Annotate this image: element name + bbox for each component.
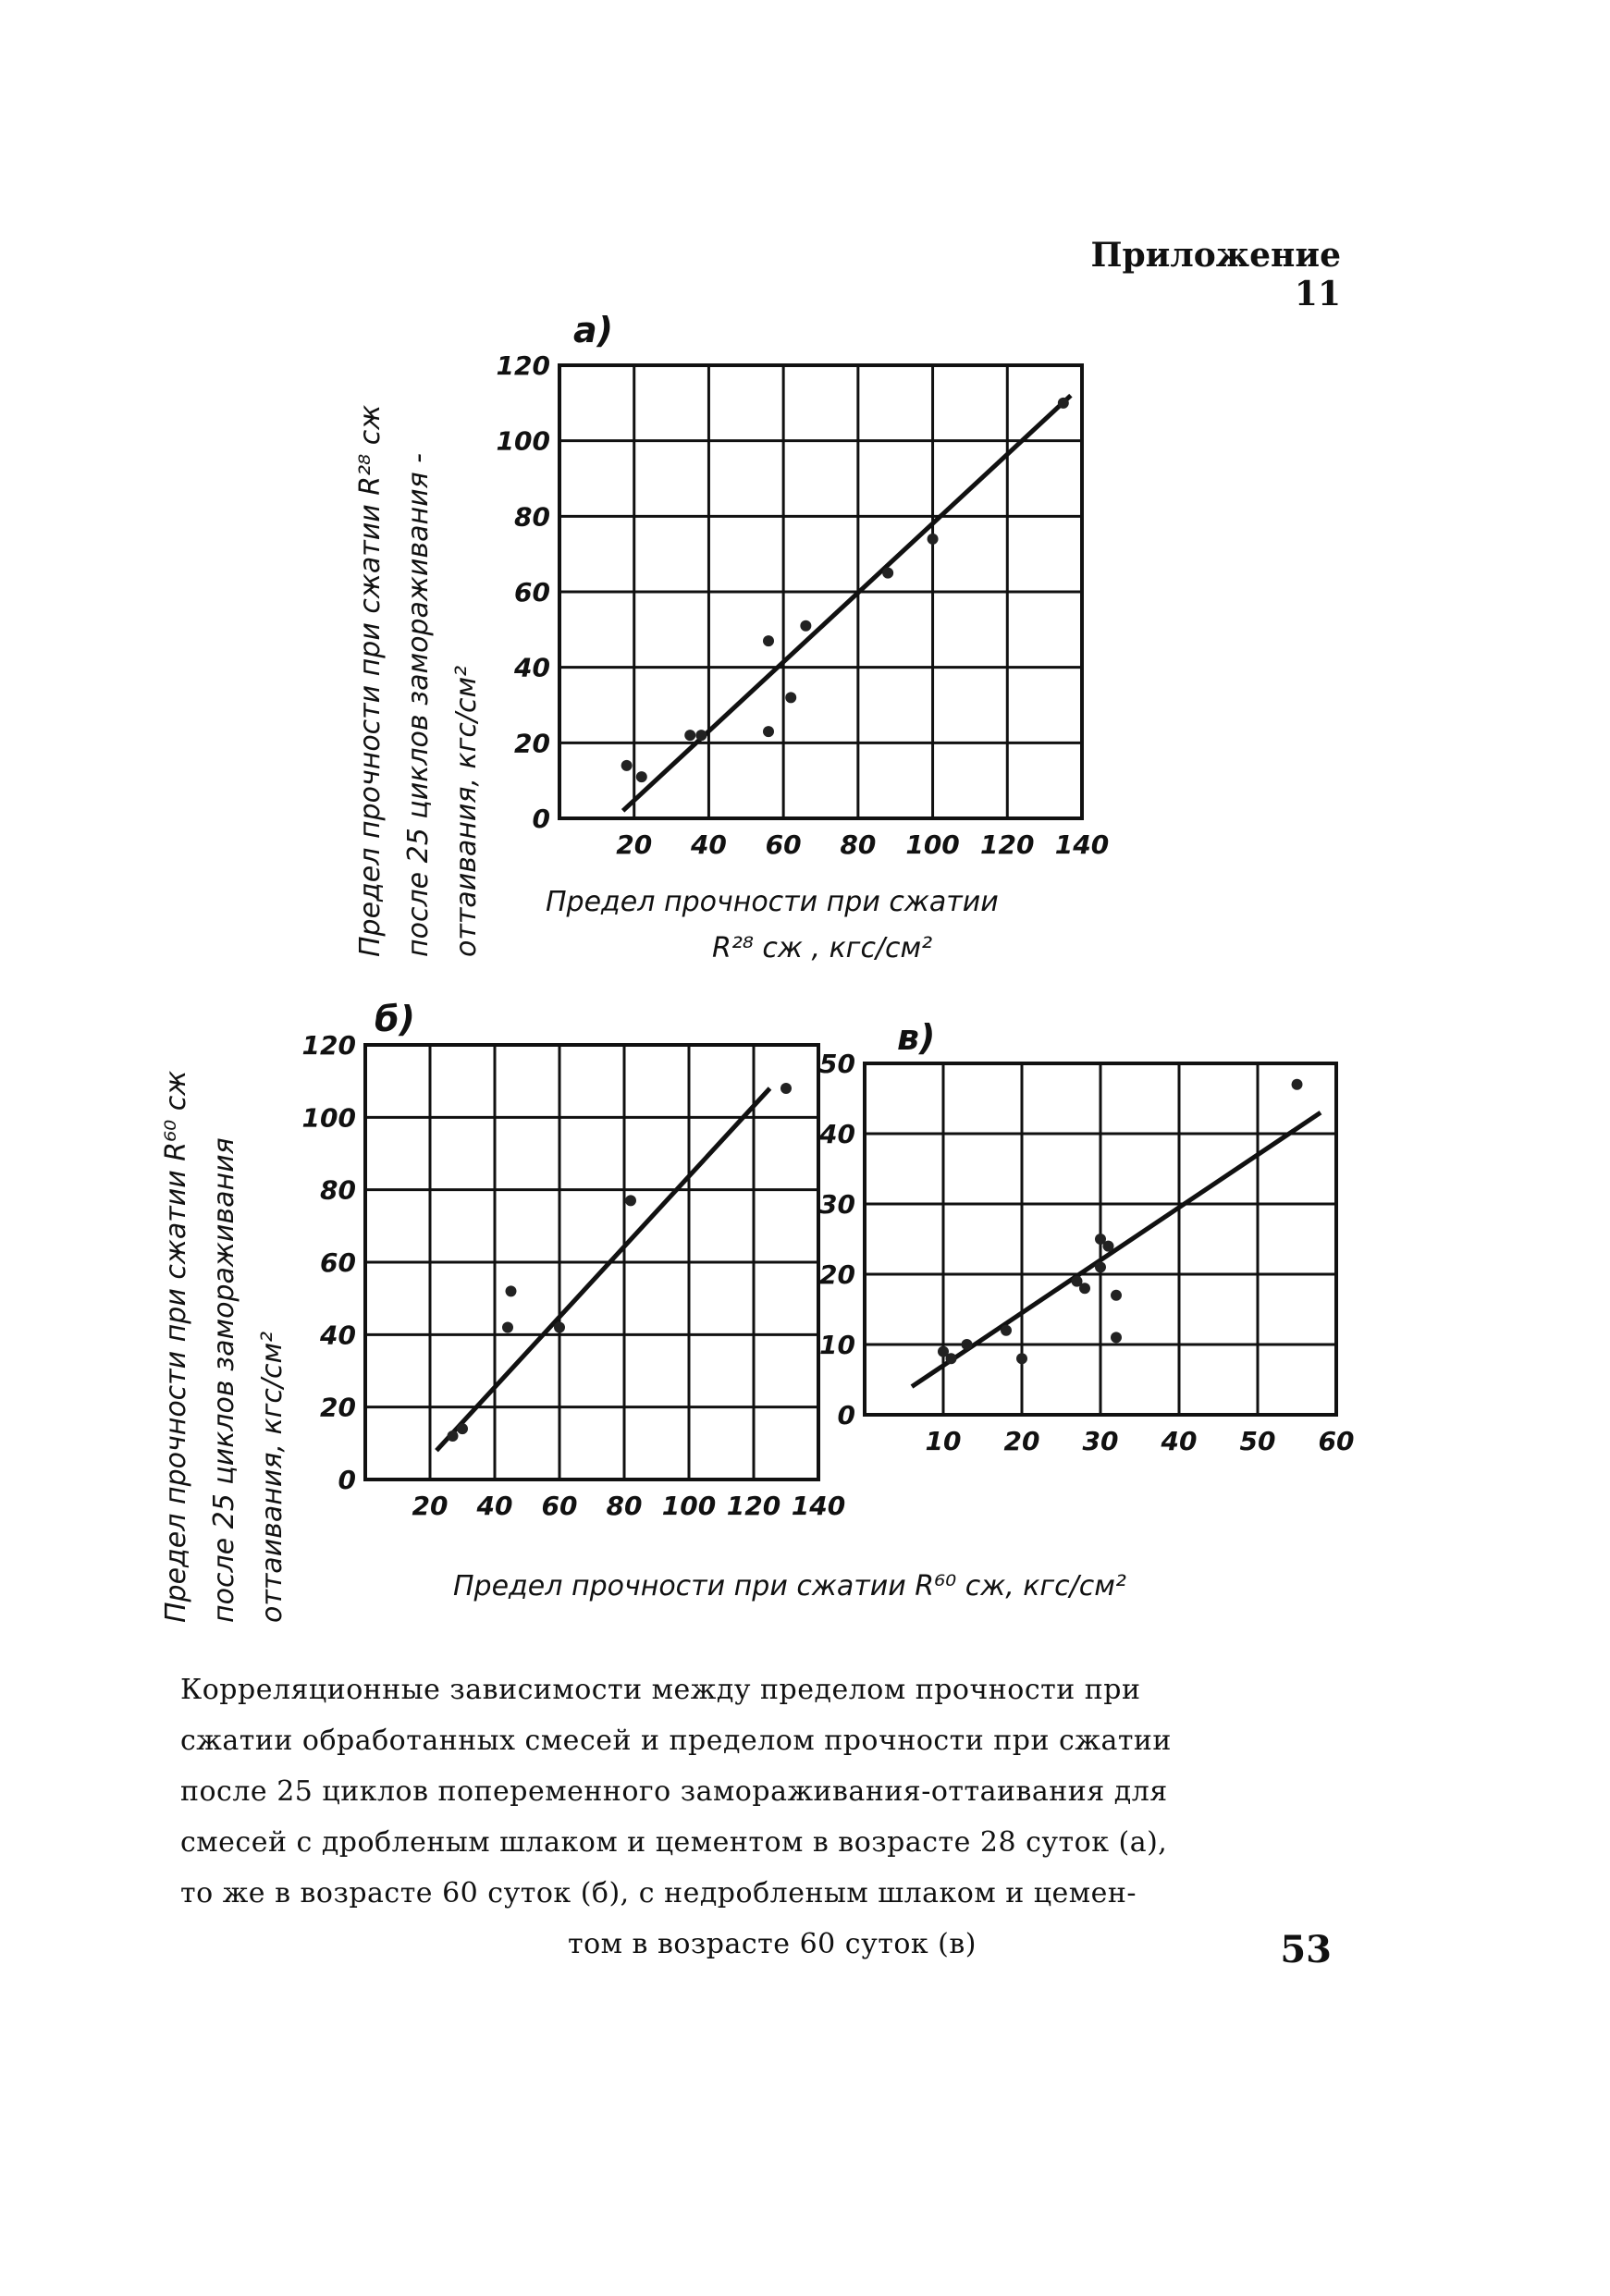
shared-xlabel: Предел прочности при сжатии R⁶⁰ сж, кгс/см² bbox=[453, 1570, 1126, 1602]
chart-b-ticks bbox=[302, 1030, 846, 1521]
chart-b-x-tick-label: 20 bbox=[412, 1491, 449, 1521]
chart-b-x-tick-label: 140 bbox=[791, 1491, 846, 1521]
chart-c-y-tick-label: 20 bbox=[819, 1259, 855, 1290]
chart-b-x-tick-label: 40 bbox=[476, 1491, 513, 1521]
chart-a-data-point bbox=[695, 730, 707, 741]
chart-a-xlabel-1: Предел прочности при сжатии bbox=[546, 886, 999, 918]
chart-b-y-tick-label: 100 bbox=[301, 1102, 356, 1134]
chart-a-y-tick-label: 60 bbox=[514, 577, 550, 608]
chart-c-x-tick-label: 50 bbox=[1239, 1426, 1276, 1456]
chart-a-ylabel-2: после 25 циклов замораживания - bbox=[402, 453, 435, 957]
chart-b-x-tick-label: 60 bbox=[541, 1491, 578, 1521]
chart-a-data-point bbox=[763, 635, 774, 646]
chart-a-fit-line bbox=[623, 396, 1071, 811]
chart-b-data-point bbox=[448, 1430, 459, 1442]
chart-c-y-tick-label: 30 bbox=[819, 1189, 855, 1220]
chart-a-data-point bbox=[684, 730, 695, 741]
appendix-heading: Приложение 11 bbox=[1090, 236, 1341, 313]
caption-line: смесей с дробленым шлаком и цементом в возрасте 28 суток (а), bbox=[180, 1826, 1168, 1859]
chart-a-x-tick-label: 60 bbox=[765, 829, 802, 860]
chart-b-y-tick-label: 0 bbox=[338, 1465, 356, 1495]
chart-a-ylabel-3: оттаивания, кгс/см² bbox=[450, 665, 483, 957]
chart-a-y-tick-label: 0 bbox=[532, 804, 550, 834]
chart-c-x-tick-label: 30 bbox=[1082, 1426, 1119, 1456]
chart-b-label: б) bbox=[375, 999, 415, 1039]
chart-b-data-point bbox=[506, 1285, 517, 1296]
chart-c-label: в) bbox=[897, 1017, 936, 1058]
chart-a-data-point bbox=[882, 568, 893, 579]
chart-a-data-point bbox=[621, 760, 633, 771]
chart-c-data-point bbox=[1016, 1353, 1027, 1364]
chart-a-x-tick-label: 80 bbox=[840, 829, 877, 860]
chart-b-y-title bbox=[160, 1071, 289, 1623]
chart-b-data-point bbox=[625, 1195, 636, 1206]
chart-c-data-point bbox=[1095, 1261, 1106, 1272]
chart-a-xlabel-2: R²⁸ сж , кгс/см² bbox=[712, 932, 933, 964]
chart-a-ticks bbox=[497, 350, 1110, 860]
chart-b-x-tick-label: 100 bbox=[661, 1491, 717, 1521]
chart-c-data-point bbox=[1111, 1290, 1122, 1301]
chart-a-data-point bbox=[636, 771, 647, 782]
chart-b-y-tick-label: 120 bbox=[301, 1030, 356, 1061]
chart-b-data-point bbox=[502, 1322, 513, 1333]
chart-a-grid bbox=[559, 365, 1082, 818]
chart-a-data-point bbox=[785, 692, 796, 703]
chart-c-data-point bbox=[1103, 1241, 1114, 1252]
chart-a-data-point bbox=[763, 726, 774, 737]
chart-b-y-tick-label: 80 bbox=[320, 1174, 356, 1206]
chart-c-y-tick-label: 40 bbox=[819, 1119, 855, 1149]
chart-c-y-tick-label: 10 bbox=[819, 1330, 855, 1360]
caption-line: после 25 циклов попеременного замораживания-оттаивания для bbox=[180, 1775, 1168, 1808]
caption-line: том в возрасте 60 суток (в) bbox=[568, 1928, 977, 1960]
chart-c-data-point bbox=[1292, 1079, 1303, 1090]
chart-a-y-tick-label: 80 bbox=[514, 501, 550, 533]
chart-b-ylabel-2: после 25 циклов замораживания bbox=[208, 1137, 240, 1623]
chart-c-data-point bbox=[962, 1339, 973, 1350]
chart-c-x-tick-label: 60 bbox=[1318, 1426, 1355, 1456]
chart-a-y-title bbox=[354, 405, 483, 957]
chart-c-x-tick-label: 20 bbox=[1003, 1426, 1040, 1456]
chart-a-y-tick-label: 100 bbox=[496, 425, 550, 457]
chart-b-x-tick-label: 120 bbox=[726, 1491, 781, 1521]
chart-b-marks bbox=[436, 1083, 792, 1451]
chart-a-marks bbox=[621, 396, 1071, 811]
chart-b-y-tick-label: 40 bbox=[320, 1320, 356, 1351]
figure-caption bbox=[180, 1664, 1364, 1970]
chart-a-y-tick-label: 20 bbox=[514, 728, 550, 759]
chart-b-ylabel-1: Предел прочности при сжатии R⁶⁰ сж bbox=[160, 1070, 192, 1623]
chart-c-y-tick-label: 50 bbox=[819, 1049, 855, 1079]
chart-b bbox=[160, 999, 845, 1623]
chart-c-marks bbox=[912, 1079, 1321, 1387]
chart-a-x-tick-label: 140 bbox=[1054, 829, 1110, 860]
chart-c-data-point bbox=[1001, 1325, 1012, 1336]
chart-c-data-point bbox=[1111, 1332, 1122, 1343]
chart-c bbox=[818, 1017, 1354, 1456]
chart-a-ylabel-1: Предел прочности при сжатии R²⁸ сж bbox=[354, 404, 387, 957]
chart-a-x-tick-label: 40 bbox=[690, 829, 727, 860]
page-number: 53 bbox=[1280, 1928, 1332, 1971]
chart-c-x-tick-label: 10 bbox=[925, 1426, 962, 1456]
chart-c-data-point bbox=[1079, 1283, 1090, 1294]
chart-b-data-point bbox=[457, 1423, 468, 1434]
chart-c-x-tick-label: 40 bbox=[1161, 1426, 1198, 1456]
chart-b-y-tick-label: 20 bbox=[320, 1392, 356, 1423]
chart-b-ylabel-3: оттаивания, кгс/см² bbox=[256, 1331, 289, 1623]
chart-c-data-point bbox=[946, 1353, 957, 1364]
chart-a-y-tick-label: 40 bbox=[514, 652, 550, 683]
caption-line: сжатии обработанных смесей и пределом прочности при сжатии bbox=[180, 1725, 1172, 1757]
chart-b-fit-line bbox=[436, 1088, 770, 1451]
chart-a bbox=[354, 310, 1109, 964]
chart-b-data-point bbox=[554, 1322, 565, 1333]
chart-b-y-tick-label: 60 bbox=[320, 1247, 356, 1278]
chart-c-y-tick-label: 0 bbox=[837, 1400, 855, 1430]
chart-b-data-point bbox=[780, 1083, 792, 1094]
chart-a-x-tick-label: 20 bbox=[616, 829, 653, 860]
caption-line: Корреляционные зависимости между пределом прочности при bbox=[180, 1674, 1141, 1706]
caption-line: то же в возрасте 60 суток (б), с недробленым шлаком и цемен- bbox=[180, 1877, 1137, 1909]
chart-a-data-point bbox=[800, 620, 811, 632]
chart-b-x-tick-label: 80 bbox=[606, 1491, 643, 1521]
chart-a-x-tick-label: 100 bbox=[905, 829, 960, 860]
chart-a-label: а) bbox=[573, 310, 614, 350]
chart-a-x-tick-label: 120 bbox=[980, 829, 1035, 860]
chart-a-y-tick-label: 120 bbox=[496, 350, 550, 381]
chart-c-ticks bbox=[818, 1049, 1354, 1456]
chart-a-data-point bbox=[928, 534, 939, 545]
chart-a-data-point bbox=[1058, 398, 1069, 409]
